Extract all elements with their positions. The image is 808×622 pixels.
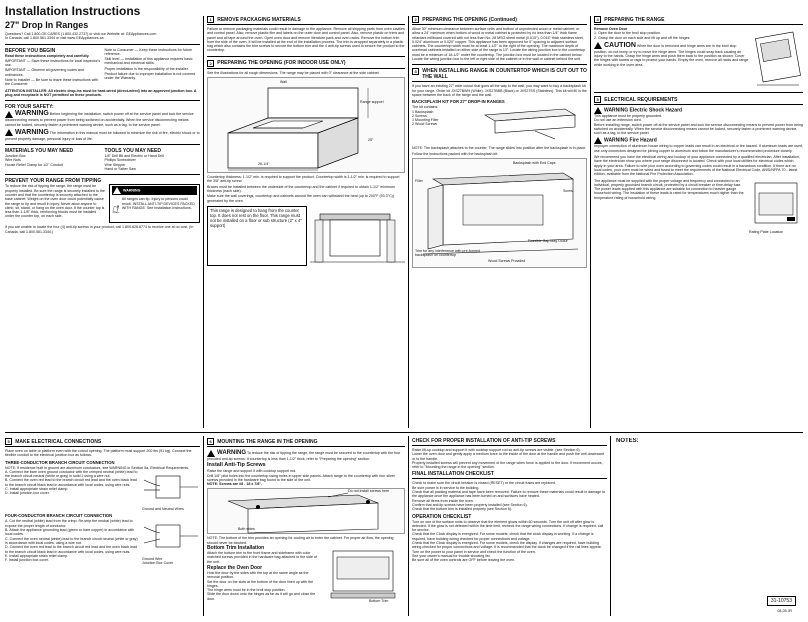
section-title: REMOVE PACKAGING MATERIALS: [217, 16, 301, 23]
list-item: C. Connect the oven neutral (white) lead to the branch circuit neutral (white or gray) in accordance with local codes, using a wire nut.: [5, 536, 138, 545]
safety-title: FOR YOUR SAFETY:: [5, 104, 54, 111]
list-item: 2 Screws: [412, 113, 427, 118]
list-item: Set the door on the slots at the bottom of the door lined up with the hinges.: [207, 579, 314, 588]
list-item: Turn on one of the surface units to observe that the element glows within 60 seconds. Turn the unit off after glow is detected. If the glow is not detected within the time limit, recheck the range wiring connections. If change is required, call for service.: [412, 519, 604, 533]
list-item: B. Connect the oven red lead to the branch circuit red lead and the oven black lead to the branch circuit black lead in accordance with local codes, using wire nuts.: [5, 478, 137, 487]
section-title: PREPARING THE RANGE: [604, 16, 665, 23]
tip-title: PREVENT YOUR RANGE FROM TIPPING: [5, 178, 102, 185]
questions-line: Questions? Call 1.800.GE.CARES (1.800.432.2737) or visit our Website at: GEAppliances.com: [5, 32, 157, 36]
label-ground-neutral: Ground and Neutral Wires: [142, 507, 184, 512]
section-title: PREPARING THE OPENING (Continued): [422, 16, 517, 23]
list-item: A. Cut the neutral (white) lead from the crimp. Re-strip the neutral (white) lead to expose the proper length of conductor.: [5, 519, 133, 528]
label-no-screws: Do not install screws here: [348, 489, 390, 494]
caution-triangle-icon: [594, 42, 602, 49]
notes-area: [616, 438, 803, 616]
list-item: Drill 1/8" pilot holes into the countertop using holes in upper side panels. Attach range to the countertop with four silver screws provided in the hardware bag found to the side of the unit.: [207, 473, 395, 482]
list-item: House Relief Clamp for 1/2" Conduit: [5, 162, 63, 167]
list-item: Junction Box: [5, 154, 26, 159]
list-item: Wire Nuts: [5, 158, 21, 163]
warning-triangle-icon: [594, 137, 602, 144]
important-2: IMPORTANT — Observe all governing codes and ordinances.: [5, 68, 84, 77]
rating-plate-label: Rating Plate Location: [749, 229, 784, 234]
list-item: 1 Backsplash: [412, 109, 434, 114]
completion-note: Proper installation is the responsibility of the installer.: [104, 66, 189, 71]
skill-level: Skill level — Installation of this appliance requires basic mechanical and electrical skills.: [104, 57, 193, 66]
list-item: C. Install appropriate strain relief clamp.: [5, 487, 69, 492]
section-title: PREPARING THE OPENING (FOR INDOOR USE ONLY): [217, 60, 346, 67]
list-item: See your owner's manual for trouble shooting list.: [412, 553, 491, 558]
kit-contents: [412, 105, 472, 145]
important-1: IMPORTANT — Save these instructions for local inspector's use.: [5, 58, 101, 68]
list-item: This appliance must be properly grounded.: [594, 114, 663, 118]
page-title: Installation Instructions: [5, 5, 141, 18]
list-item: Properly installed screws will prevent any movement of the range when force is applied to the door. If movement occurs, refer to "Mounting the range in the opening" section.: [412, 460, 603, 470]
materials-list: MATERIALS YOU MAY NEED Junction Box Wire Nuts House Relief Clamp for 1/2" Conduit: [5, 148, 101, 171]
list-item: Check that the bottom trim is installed properly (see Section 6).: [412, 507, 513, 512]
opening-diagram: [207, 77, 405, 173]
list-item: Raise the range and support it with cooktop support rod.: [207, 469, 297, 474]
label-ground-wire: Ground Wire: [142, 556, 163, 561]
junction-box-3wire-icon: [142, 470, 200, 506]
anti-tip-diagram: [207, 488, 405, 534]
list-item: 1. Open the door to the broil stop position.: [594, 31, 661, 36]
attention-installer: ATTENTION INSTALLER: All electric drop-ins must be hard-wired (direct-wired) into an approved junction box. A plug and receptacle is NOT permitted on these products.: [5, 88, 197, 97]
canada-line: In Canada, call 1.800.561.3344 or visit www.GEAppliances.ca: [5, 36, 104, 41]
section-cut-out-to-wall: 3 WHEN INSTALLING RANGE IN COUNTERTOP WHICH IS CUT OUT TO THE WALL If you have an existing 27" wide cutout that goes all the way to the wall, you may want to buy a backsplash kit for your range. Order kit JXS27BWH (White), JXS27BBB (Black) or JXS27SS (Stainless). This kit will fill in the space between the back of the range and the wall. BACKSPLASH KIT FOR 27" DROP-IN RANGES The kit contains: 1 Backsplash 2 Screws 1 Mounting Filler 2 Wood Screws NOTE: The backsplash attaches to the counter. The range slides into position after the backsplash is in place. Follow the instructions packed with the backsplash kit. Backsplash with End Caps Filler Screw Trim for any interference with pre-formed backsplash on countertop Wood Screws Provided Possible Gap May Occur: [412, 68, 587, 267]
column-checklists: [412, 438, 607, 616]
warning-triangle-icon: [207, 450, 215, 457]
backsplash-kit-icon: [475, 105, 585, 145]
label-depth: 25": [368, 138, 374, 143]
range-front-icon: [749, 179, 803, 229]
backsplash-diagram: [412, 158, 587, 268]
tipping-range-icon: [112, 197, 120, 221]
list-item: E. Install appropriate strain relief clamp.: [5, 553, 69, 558]
before-text: Read these instructions completely and carefully.: [5, 53, 90, 58]
oven-door-icon: [753, 27, 803, 89]
section-title: ELECTRICAL REQUIREMENTS: [604, 96, 678, 103]
warning-triangle-icon: [113, 187, 121, 194]
list-item: Attach the bottom trim to the front frame and sideframe with color matched screws provided in the hardware bag attached to the side of the unit.: [207, 551, 317, 564]
warning-triangle-icon: [5, 129, 13, 136]
column-sections-4-5: [594, 16, 803, 430]
list-item: Be sure all of the oven controls are OFF before leaving the oven.: [412, 558, 516, 563]
junction-box-4wire-icon: [142, 519, 200, 555]
tools-list: TOOLS YOU MAY NEED 1/8" Drill Bit and Electric or Hand Drill Phillips Screwdriver Wire Stripper Hand or Saber Saw: [105, 148, 201, 171]
list-item: The kit contains:: [412, 105, 439, 110]
label-range-support: Range support: [360, 100, 384, 105]
label-width: 26-1/4": [258, 162, 270, 167]
list-item: Raise lift-up cooktop and support it with cooktop support rod so anti-tip screws are visible. (see Section 6).: [412, 448, 581, 452]
part-number: 31-10753: [767, 596, 796, 606]
list-item: Lower the oven door and gently apply a medium force to the inside of the door at the handle and push the unit downward or to the handle.: [412, 452, 604, 461]
section-preparing-opening: 2 PREPARING THE OPENING (FOR INDOOR USE ONLY) See the illustrations for all rough dimensions. The range may be placed with 0" clearance at the side cabinet. Wall Range support 26-1/4" 25" Countertop thickness: 1-1/2" min. is required to support the product. Countertop width is 1-1/2" min. is required to support the 3/8" anti-tip screw. Braces must be installed between the underside of the countertop and the cabinet if required to obtain 1-1/2" minimum thickness (each side). Make sure the wall coverings, countertop and cabinets around the oven can withstand the heat (up to 200°F (93.3°C)) generated by the oven. This range is designed to hang from the counter top. It does not rest on the floor. This range must not be installed on a floor or sub structure (2" x 4" support): [207, 60, 405, 266]
label-backsplash: Backsplash with End Caps: [513, 160, 556, 165]
list-item: Before installing range, switch power off at the service panel and lock the service disconnecting means to prevent power from being switched on accidentally. When the service disconnecting means cannot be locked, securely fasten a prominent warning device, such as a tag, to the service panel.: [594, 122, 803, 136]
print-date: 08-05 JR: [777, 609, 792, 613]
notes-title: NOTES:: [616, 438, 639, 444]
section-title: FINAL INSTALLATION CHECKLIST: [412, 471, 494, 478]
installer-note: Note to Installer — Be sure to leave these instructions with the Consumer.: [5, 78, 99, 87]
column-sections-2c-3: [412, 16, 587, 430]
operation-title: OPERATION CHECKLIST: [412, 513, 472, 520]
list-item: A. Connect the bare oven ground conductor with the crimped neutral (white) lead to the branch circuit neutral (white or gray) in solid J using a wire nut.: [5, 469, 138, 479]
column-sections-1-2: [207, 16, 405, 430]
label-trim: Trim for any interference with pre-formed backsplash on countertop: [415, 248, 480, 258]
list-item: Phillips Screwdriver: [104, 158, 136, 163]
section-title: MOUNTING THE RANGE IN THE OPENING: [217, 438, 318, 445]
consumer-note: Note to Consumer — Keep these instructions for future reference.: [104, 47, 192, 56]
tip-footer: If you are unable to locate the four (4) anti-tip screws in your product, call 1.800.626.8774 to receive one at no cost. (In Canada, call 1.800.561.3344.): [5, 225, 194, 234]
column-electrical-connections: 5 MAKE ELECTRICAL CONNECTIONS Place oven on table or platform even with the cutout opening. The platform must support 200 lbs (91 kg). Connect the flexible conduit to the electrical junction box as follows. THREE-CONDUCTOR BRANCH CIRCUIT CONNECTION NOTE: If residence built in ground are aluminum conductors, see WARNING in Section 5a, Electrical Requirements. A. Connect the bare oven ground conductor with the crimped neutral (white) lead to the branch circuit neutral (white or gray) in solid J using a wire nut. B. Connect the oven red lead to the branch circuit red lead and the oven black lead to the branch circuit black lead in accordance with local codes, using wire nuts. C. Install appropriate strain relief clamp. D. Install junction box cover. Ground and Neutral Wires FOUR-CONDUCTOR BRANCH CIRCUIT CONNECTION A. Cut the neutral (white) lead from the crimp. Re-strip the neutral (white) lead to expose the proper length of conductor. B. Attach the appliance grounding lead (green or bare copper) in accordance with local codes. C. Connect the oven neutral (white) lead to the branch circuit neutral (white or gray) in accordance with local codes, using a wire nut. D. Connect the oven red lead to the branch circuit red lead and the oven black lead to the branch circuit black lead in accordance with local codes, using wire nuts. E. Install appropriate strain relief clamp. F. Install junction box cover. Ground Wire Junction Box Cover: [5, 438, 200, 616]
list-item: Do not use an extension cord.: [594, 118, 642, 123]
safety-warning-1: WARNING Before beginning the installation, switch power off at the service panel and lock the service disconnecting means to prevent power from being switched on accidentally. When the service disconnecting means cannot be locked, securely fasten a prominent warning device, such as a tag, to the service panel.: [5, 110, 194, 127]
list-item: Check that all packing material and tape have been removed. Failure to remove these materials could result in damage to the appliance once the appliance has been turned on and surfaces have heated.: [412, 490, 606, 499]
label-bottom-trim: Bottom Trim: [369, 599, 389, 604]
safety-warning-2: WARNING The information in this manual must be followed to minimize the risk of fire, electric shock or to prevent property damage, personal injury or loss of life.: [5, 128, 200, 141]
page-subtitle: 27" Drop In Ranges: [5, 20, 89, 30]
list-item: Check to make sure the circuit breaker is closed (RESET) or the circuit fuses are replaced.: [412, 481, 557, 486]
list-item: Check that the Clock display is energized. For some models, check that the clock display is working. If a change is required, have building wiring checked for proper connections and voltage.: [412, 532, 594, 541]
kit-title: BACKSPLASH KIT FOR 27" DROP-IN RANGES: [412, 99, 505, 105]
section-preparing-opening-continued: 2 PREPARING THE OPENING (Continued) Allow 30" minimum clearance between surface units and bottom of unprotected wood or metal cabinet; or allow a 24" minimum when bottom of wood or metal cabinet is protected by no less than 1/4" thick flame retardant millboard covered with not less than No. 28 MSG sheet metal (0.015"), 0.015" thick stainless steel, 0.024" aluminum or 0.020" copper. This appliance has been approved for 0" spacing to adjacent surface cabinets. The countertop width must be at least 1-1/2" to the right of the opening. The maximum depth of overhead cabinets installed on either side of the range is 13". Locate the wiring junction box in the countertop must be a minimum of 18-1/2" under the countertop. The junction box must be located in the cabinet below. Locate the wiring junction box to the left or right side of the cabinet or in the wall or cabinet behind the unit.: [412, 16, 586, 62]
list-item: Hold the door by the sides with the top at the same angle as the removal position.: [207, 570, 309, 580]
section-preparing-range: 4 PREPARING THE RANGE Remove Oven Door 1. Open the door to the broil stop position. 2. Grasp the door on each side and lift up and off the hinges. CAUTION When the door is removed and hinge arms are in the broil stop position, do not bump or try to move the hinge arms. The hinges could snap back causing an injury to the hands. Grasp the hinge arms and push them back to the position as shown. Cover the hinges with towels or rags to protect your hands. Empty the oven, remove all racks and range while working in the oven area.: [594, 16, 803, 89]
rating-plate-figure: [749, 179, 803, 235]
section-electrical-requirements: 5 ELECTRICAL REQUIREMENTS WARNING Electric Shock Hazard This appliance must be properly grounded. Do not use an extension cord. Before installing range, switch power off at the service panel and lock the service disconnecting means to prevent power from being switched on accidentally. When the service disconnecting means cannot be locked, securely fasten a prominent warning device, such as a tag, to the service panel. WARNING Fire Hazard Improper connection of aluminum house wiring to copper leads can result in an electrical or fire hazard. If aluminum leads are used, use only connectors designed for joining copper to aluminum and follow the manufacturer's recommended procedure closely. We recommend you have the electrical wiring and hookup of your appliance connected by a qualified electrician. After installation, have the electrician show you where your range disconnect is located. Check with your local utilities for electrical codes which apply in your area. Failure to wire your oven according to governing codes could result in a hazardous condition. If there are no local codes, your oven must be wired and fused to meet the requirements of the National Electrical Code, ANSI/NFPA 70 - latest edition, available from the National Fire Protection Association. The appliance must be supplied with the proper voltage and frequency and connected to an individual, properly grounded branch circuit, protected by a circuit breaker or time-delay fuse. The power leads supplied with this appliance are suitable for connection to heavier gauge household wiring. The insulation of these leads is rated for temperatures much higher than the temperature rating of household wiring. Rating Plate Location: [594, 96, 803, 234]
list-item: Confirm that anti-tip screws have been properly installed (see Section 6).: [412, 502, 528, 507]
list-item: F. Install junction box cover.: [5, 558, 49, 563]
list-item: 2 Wood Screws: [412, 122, 438, 127]
range-side-view-icon: [310, 206, 405, 266]
section-title: WHEN INSTALLING RANGE IN COUNTERTOP WHICH IS CUT OUT TO THE WALL: [422, 68, 587, 81]
bottom-trim-icon: [323, 545, 405, 605]
section-title: MAKE ELECTRICAL CONNECTIONS: [15, 438, 102, 445]
list-item: B. Attach the appliance grounding lead (green or bare copper) in accordance with local codes.: [5, 528, 135, 537]
label-screw: Screw: [563, 188, 573, 193]
section-title: CHECK FOR PROPER INSTALLATION OF ANTI-TIP SCREWS: [412, 438, 556, 444]
list-item: Hand or Saber Saw: [104, 167, 136, 172]
before-title: BEFORE YOU BEGIN: [5, 47, 56, 54]
list-item: D. Connect the oven red lead to the branch circuit red lead and the oven black lead to the branch circuit black lead in accordance with local codes, using wire nuts.: [5, 545, 138, 554]
label-junction-cover: Junction Box Cover: [142, 561, 174, 566]
list-item: Be sure power is in service to the building.: [412, 485, 480, 490]
list-item: 2. Grasp the door on each side and lift up and off the hinges.: [594, 35, 691, 40]
list-item: 1/8" Drill Bit and Electric or Hand Drill: [104, 154, 164, 159]
list-item: Wire Stripper: [104, 162, 126, 167]
tip-text: To reduce the risk of tipping the range, the range must be properly installed. Be sure the range is securely installed to the counter and that the countertop is securely attached to the base cabinet. Weight on the oven door could potentially cause the range to tip and result in injury. Never allow anyone to climb, sit, stand, or hang on the oven door. If the counter top is less than 1-1/8" thick, reinforcing blocks must be installed under the counter top, on each side.: [5, 184, 105, 219]
warning-triangle-icon: [594, 107, 602, 114]
warning-triangle-icon: [5, 111, 13, 118]
label-wall: Wall: [280, 80, 287, 85]
list-item: Turn on the power to your panel in service and check the function of the oven.: [412, 549, 536, 554]
list-item: Remove all items from inside the oven.: [412, 498, 474, 503]
section-remove-packaging: 1 REMOVE PACKAGING MATERIALS Failure to remove packaging materials could result in damage to the appliance. Remove all shipping parts from oven cavities and control panel. Also, remove plastic film and labels on the outer door and control panel. Also, remove plastic on trims and panel and all tape around the oven. Open oven door and remove literature pack and oven racks. Remove the bottom trim from the side of the oven. It will be installed at the end of the installation process. The trim is wrapped separately in a plastic bag which also contains the trim screws to secure the bottom trim and the 4 anti-tip screws used to secure the product to the countertop.: [207, 16, 405, 53]
column-mounting: 6 MOUNTING THE RANGE IN THE OPENING WARNING To reduce the risk of tipping the range, the range must be secured to the countertop with the four provided anti-tip screws. If countertop is less than 1-1/2" thick, refer to "Preparing the opening" section. Install Anti-Tip Screws Raise the range and support it with cooktop support rod. Drill 1/8" pilot holes into the countertop using holes in upper side panels. Attach range to the countertop with four silver screws provided in the hardware bag found to the side of the unit. NOTE: Screws are #8 - 18 x 7/8". Do not install screws here Both sides NOTE: The bottom of the trim provides an opening for cooling air to enter the cabinet. For proper air flow, the opening should never be blocked. Bottom Trim Installation Attach the bottom trim to the front frame and sideframe with color matched screws provided in the hardware bag attached to the side of the unit. Replace the Oven Door Hold the door by the sides with the top at the same angle as the removal position. Set the door on the slots at the bottom of the door lined up with the hinges. The hinge arms must be in the broil stop position. Slide the door down onto the hinges as far as it will go and close the door. Bottom Trim: [207, 438, 405, 616]
failure-note: Product failure due to improper installation is not covered under the Warranty.: [104, 72, 196, 81]
tip-label: WARNING All ranges can tip. Injury to persons could result. INSTALL ANTI-TIP DEVICES PACKED WITH RANGE. See Installation Instructions.: [109, 184, 200, 223]
label-both-sides: Both sides: [238, 527, 255, 532]
opening-illustration-icon: [208, 78, 404, 174]
list-item: The hinge arms must be in the broil stop position.: [207, 588, 286, 593]
label-filler: Filler: [415, 178, 423, 183]
list-item: Check that the Clock display is energized. For some models, check the display. If changes are required, have building wiring checked for proper connections and voltage. It is recommended that the clock be changed if the rail lines appear.: [412, 541, 602, 550]
label-wood-screws: Wood Screws Provided: [488, 258, 526, 263]
hang-note-box: This range is designed to hang from the counter top. It does not rest on the floor. This range must not be installed on a floor or sub structure (2" x 4" support): [207, 206, 307, 266]
list-item: 1 Mounting Filler: [412, 118, 439, 123]
list-item: Slide the door down onto the hinges as far as it will go and close the door.: [207, 592, 316, 601]
label-gap: Possible Gap May Occur: [528, 238, 568, 243]
list-item: D. Install junction box cover.: [5, 491, 50, 496]
